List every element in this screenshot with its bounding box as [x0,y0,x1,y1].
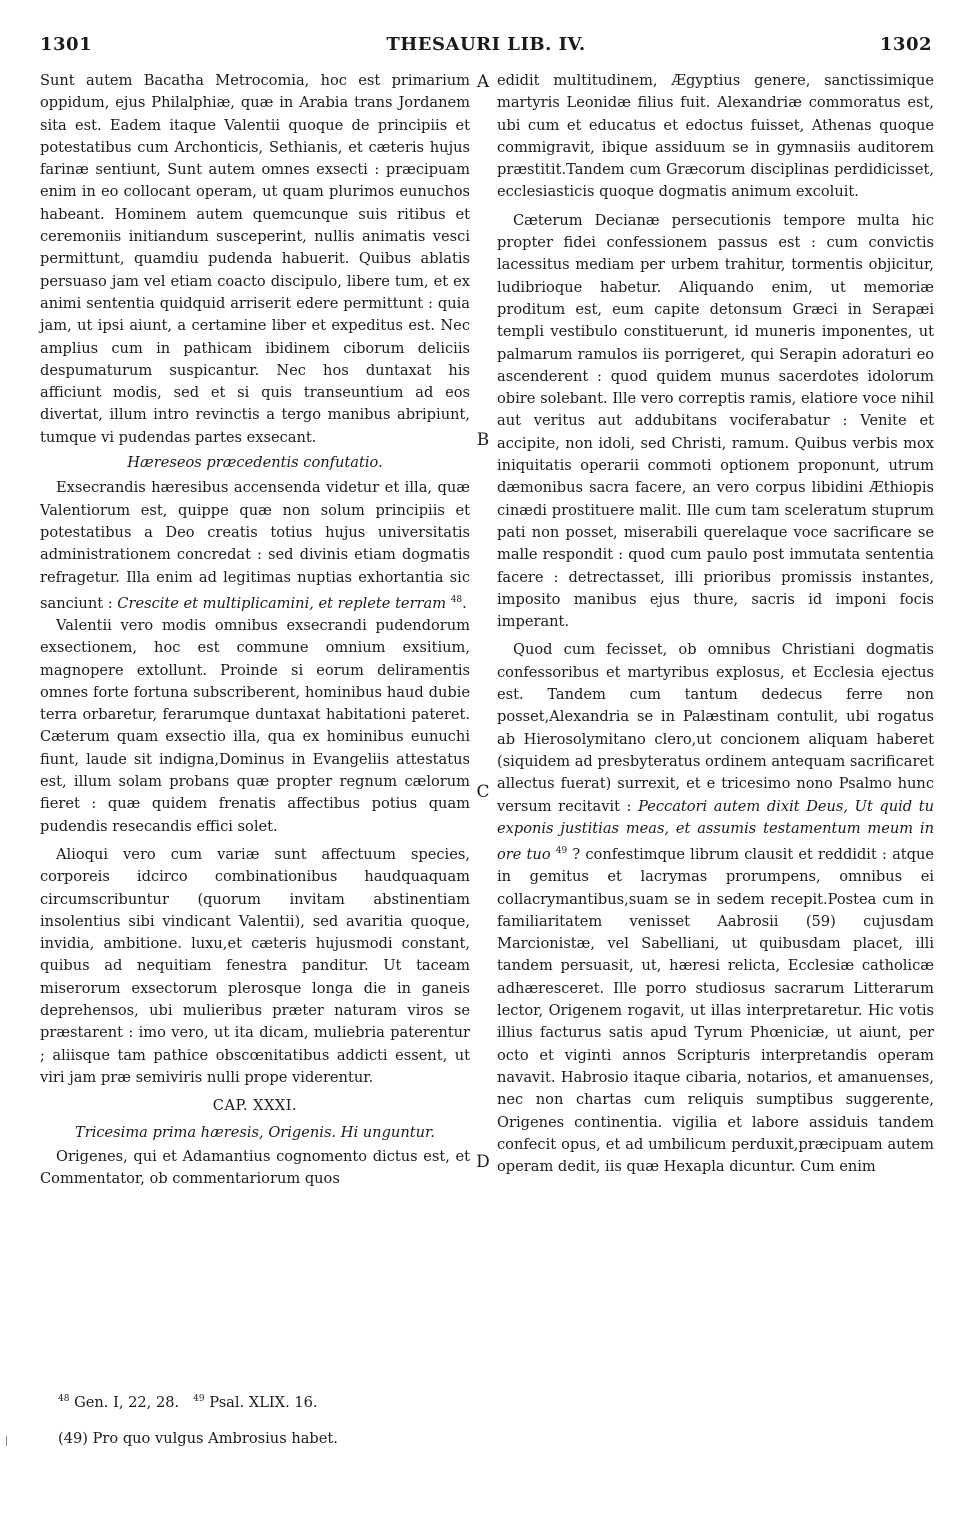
margin-marker-d: D [476,1152,490,1172]
footnote-49: $^{49}$ Psal. XLIX. 16. [193,1393,318,1411]
left-paragraph-2: Exsecrandis hæresibus accensenda videtur et illa, quæ Valentiorum est, quippe quæ non solum principiis et potestatibus a Deo creatis totius hujus universitatis administrationem concredat : sed divinis etiam dogmatis refragetur. Illa enim ad legitimas nuptias exhortantia sic sanciunt : Crescite et multiplicamini, et replete terram $^{48}$. [40,479,470,612]
editor-note-49: (49) Pro quo vulgus Ambrosius habet. [58,1429,338,1447]
heresy-heading: Tricesima prima hæresis, Origenis. Hi unguntur. [74,1123,435,1141]
right-paragraph-3: Quod cum fecisset, ob omnibus Christiani dogmatis confessoribus et martyribus explosus, et Ecclesia ejectus est. Tandem cum tantum dedecus ferre non posset,Alexandria se in Palæstinam contulit, ubi rogatus ab Hierosolymitano clero,ut concionem aliquam haberet (siquidem ad presbyteratus ordinem antequam sacrificaret allectus fuerat) surrexit, et e tricesimo nono Psalmo hunc versum recitavit : Peccatori autem dixit Deus, Ut quid tu exponis justitias meas, et assumis testamentum meum in ore tuo $^{49}$ ? confestimque librum clausit et reddidit : atque in gemitus et lacrymas prorumpens, omnibus ei collacrymantibus,suam se in sedem recepit.Postea cum in familiaritatem venisset Aabrosii (59) cujusdam Marcionistæ, vel Sabelliani, ut quibusdam placet, illi tandem persuasit, ut, hæresi relicta, Ecclesiæ catholicæ adhæresceret. Ille porro studiosus sacrarum Litterarum lector, Origenem rogavit, ut illas interpretaretur. Hic votis illius facturus satis apud Tyrum Phœniciæ, ut aiunt, per octo et viginti annos Scripturis interpretandis operam navavit. Habrosio itaque cibaria, notarios, et amanuenses, nec non chartas cum reliquis sumptibus suggerente, Origenes continentia. vigilia et labore assiduis tandem confecit opus, et ad umbilicum perduxit,præcipuam autem operam dedit, iis quæ Hexapla dicuntur. Cum enim [497,641,935,1176]
scan-mark [6,1436,7,1446]
left-page-number: 1301 [40,34,93,55]
footnote-48: $^{48}$ Gen. I, 22, 28. [58,1393,180,1411]
footnotes [58,1388,458,1450]
running-title: THESAURI LIB. IV. [386,34,586,55]
right-paragraph-2: Cæterum Decianæ persecutionis tempore multa hic propter fidei confessionem passus est : cum convictis lacessitus mediam per urbem trahitur, tormentis objicitur, ludibrioque habetur. Aliquando enim, ut memoriæ proditum est, eum capite detonsum Græci in Serapæi templi vestibulo constituerunt, id muneris imponentes, ut palmarum ramulos iis porrigeret, qui Serapin adoraturi eo ascenderent : quod quidem munus sacerdotes idolorum obire solebant. Ille vero correptis ramis, elatiore voce nihil aut veritus aut addubitans vociferabatur : Venite et accipite, non idoli, sed Christi, ramum. Quibus verbis mox iniquitatis operarii commoti optionem proponunt, utrum dæmonibus sacra facere, an vero corpus libidini Æthiopis cinædi prostituere malit. Ille cum tam sceleratum stuprum pati non posset, miserabili querelaque voce sacrificare se malle respondit : quod cum paulo post immutata sententia facere : detrectasset, illi prioribus promissis instantes, imposito manibus ejus thure, sacris id imponi focis imperant. [497,211,934,631]
scripture-quote-psalm: Peccatori autem dixit Deus, Ut quid tu exponis justitias meas, et assumis testamentum meum in ore tuo [497,797,935,863]
right-paragraph-1: edidit multitudinem, Ægyptius genere, sanctissimique martyris Leonidæ filius fuit. Alexandriæ commoratus est, ubi cum et educatus et edoctus fuisset, Athenas quoque commigravit, ibique assiduum se in gymnasiis auditorem præstitit.Tandem cum Græcorum disciplinas perdidicisset, ecclesiasticis quoque dogmatis animum excoluit. [497,72,934,201]
margin-marker-a: A [476,72,490,92]
scripture-quote-genesis: Crescite et multiplicamini, et replete terram [117,594,447,612]
left-column [40,70,470,1190]
left-paragraph-5: Origenes, qui et Adamantius cognomento dictus est, et Commentator, ob commentariorum quos [40,1147,470,1188]
right-column [497,70,934,1178]
chapter-heading: CAP. XXXI. [212,1097,298,1115]
left-paragraph-3: Valentii vero modis omnibus exsecrandi pudendorum exsectionem, hoc est commune omnium exsitium, magnopere extollunt. Proinde si eorum deliramentis omnes forte fortuna subscriberent, hominibus haud dubie terra orbaretur, ferarumque duntaxat habitationi pateret. Cæterum quam exsectio illa, qua ex hominibus eunuchi fiunt, laude sit indigna,Dominus in Evangeliis attestatus est, illum solam probans quæ propter regnum cælorum fieret : quæ quidem frenatis affectibus potius quam pudendis resecandis effici solet. [40,616,470,835]
margin-marker-b: B [476,430,490,450]
right-page-number: 1302 [879,34,932,55]
confutation-heading: Hæreseos præcedentis confutatio. [127,454,383,472]
left-paragraph-1: Sunt autem Bacatha Metrocomia, hoc est primarium oppidum, ejus Philalphiæ, quæ in Arabia trans Jordanem sita est. Eadem itaque Valentii quoque de principiis et potestatibus cum Archonticis, Sethianis, et cæteris hujus farinæ sentiunt, Sunt autem omnes exsecti : præcipuam enim in eo collocant operam, ut quam plurimos eunuchos habeant. Hominem autem quemcunque suis ritibus et ceremoniis initiandum susceperint, nullis animatis vesci permittunt, quamdiu pudenda habuerit. Quibus ablatis persuaso jam vel etiam coacto discipulo, libere tum, et ex animi sententia quidquid arriserit edere permittunt : quia jam, ut ipsi aiunt, a certamine liber et expeditus est. Nec amplius cum in pathicam ibidinem ciborum deliciis despumaturum suspicantur. Nec hos duntaxat his afficiunt modis, sed et si quis transeuntium ad eos divertat, illum intro revinctis a tergo manibus abripiunt, tumque vi pudendas partes exsecant. [40,72,470,446]
footnote-ref-49: 49 [555,846,568,857]
page-header [40,34,932,64]
left-paragraph-4: Alioqui vero cum variæ sunt affectuum species, corporeis idcirco combinationibus haudquaquam circumscribuntur (quorum invitam abstinentiam insolentius sibi vindicant Valentii), sed avaritia quoque, invidia, ambitione. luxu,et cæteris hujusmodi constant, quibus ad nequitiam fenestra panditur. Ut taceam miserorum exsectorum plerosque longa die in ganeis deprehensos, ubi mulieribus præter naturam viros se præstarent : imo vero, ut ita dicam, muliebria paterentur ; aliisque tam pathice obscœnitatibus addicti essent, ut viri jam præ semiviris nulli prope viderentur. [40,845,470,1086]
margin-marker-c: C [476,782,490,802]
footnote-ref-48: 48 [450,594,463,605]
